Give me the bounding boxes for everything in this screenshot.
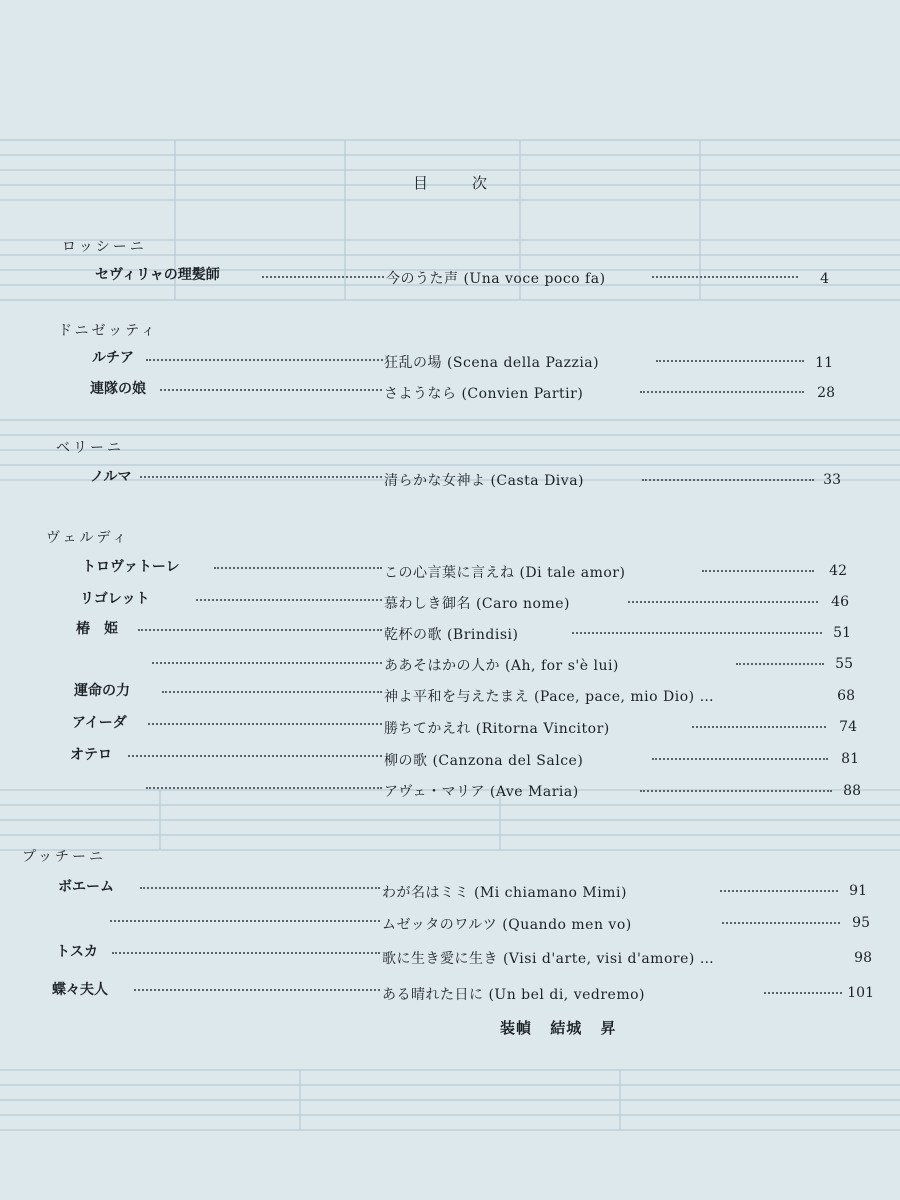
page-number: 95 [852,915,870,931]
page-number: 28 [817,385,835,401]
leader-dots [656,346,804,362]
aria-title: ああそはかの人か (Ah, for s'è lui) [384,658,619,674]
leader-dots [262,262,384,278]
composer-heading: ベリーニ [56,440,124,456]
toc-title [0,172,900,193]
work-title: 運命の力 [74,683,130,699]
work-title: ルチア [92,350,134,366]
page-number: 91 [849,883,867,899]
work-title: ボエーム [58,879,114,895]
credit-name-given: 昇 [600,1019,617,1037]
aria-title: 神よ平和を与えたまえ (Pace, pace, mio Dio) … [384,689,715,705]
leader-dots [196,585,382,601]
aria-title: 慕わしき御名 (Caro nome) [384,596,571,612]
toc-title-char-2: 次 [472,174,488,192]
leader-dots [628,587,818,603]
leader-dots [112,938,380,954]
aria-title: アヴェ・マリア (Ave Maria) [384,784,579,800]
work-title: 連隊の娘 [90,381,146,397]
aria-title: 清らかな女神よ (Casta Diva) [384,473,584,489]
page-number: 42 [829,563,847,579]
leader-dots [110,906,380,922]
aria-title: この心言葉に言えね (Di tale amor) [384,565,626,581]
aria-title: 勝ちてかえれ (Ritorna Vincitor) [384,721,610,737]
leader-dots [572,618,822,634]
leader-dots [162,677,382,693]
leader-dots [722,908,840,924]
composer-heading: プッチーニ [22,849,107,865]
aria-title: 乾杯の歌 (Brindisi) [384,627,519,643]
page-number: 33 [823,472,841,488]
leader-dots [140,873,380,889]
page-number: 68 [837,688,855,704]
page-number: 46 [831,594,849,610]
leader-dots [640,377,804,393]
leader-dots [214,553,382,569]
work-title: トスカ [56,944,98,960]
leader-dots [152,648,382,664]
design-credit [500,1017,629,1038]
leader-dots [652,262,798,278]
leader-dots [652,744,828,760]
page-number: 11 [815,355,833,371]
composer-heading: ロッシーニ [62,239,147,255]
credit-role: 装幀 [500,1019,533,1037]
aria-title: 狂乱の場 (Scena della Pazzia) [384,355,600,371]
aria-title: 今のうた声 (Una voce poco fa) [386,271,606,287]
credit-name-family: 結城 [550,1019,583,1037]
work-title: オテロ [70,747,112,763]
aria-title: ある晴れた日に (Un bel di, vedremo) [382,987,645,1003]
page-number: 88 [843,783,861,799]
aria-title: 柳の歌 (Canzona del Salce) [384,753,584,769]
work-title: ノルマ [90,469,132,485]
leader-dots [140,462,382,478]
composer-heading: ヴェルディ [46,530,130,546]
page-number: 74 [839,719,857,735]
aria-title: 歌に生き愛に生き (Visi d'arte, visi d'amore) … [382,951,715,967]
page-number: 4 [820,271,829,287]
work-title: 椿 姫 [76,621,118,637]
page-number: 98 [854,950,872,966]
page-number: 55 [835,656,853,672]
work-title: セヴィリャの理髪師 [95,267,220,283]
leader-dots [736,649,824,665]
leader-dots [148,709,382,725]
leader-dots [146,345,383,361]
leader-dots [146,773,382,789]
page-number: 81 [841,751,859,767]
leader-dots [160,375,382,391]
toc-title-char-1: 目 [412,174,428,192]
work-title: アイーダ [72,715,127,731]
page-number: 101 [847,985,874,1001]
aria-title: ムゼッタのワルツ (Quando men vo) [382,917,632,933]
work-title: トロヴァトーレ [82,559,180,575]
leader-dots [764,978,842,994]
composer-heading: ドニゼッティ [58,323,159,339]
leader-dots [702,556,814,572]
work-title: 蝶々夫人 [52,982,108,998]
leader-dots [134,975,380,991]
leader-dots [128,741,382,757]
aria-title: わが名はミミ (Mi chiamano Mimi) [382,885,627,901]
leader-dots [138,615,382,631]
leader-dots [642,465,814,481]
aria-title: さようなら (Convien Partir) [384,386,584,402]
leader-dots [720,876,838,892]
leader-dots [640,776,832,792]
page-number: 51 [833,625,851,641]
work-title: リゴレット [80,591,150,607]
leader-dots [692,712,826,728]
